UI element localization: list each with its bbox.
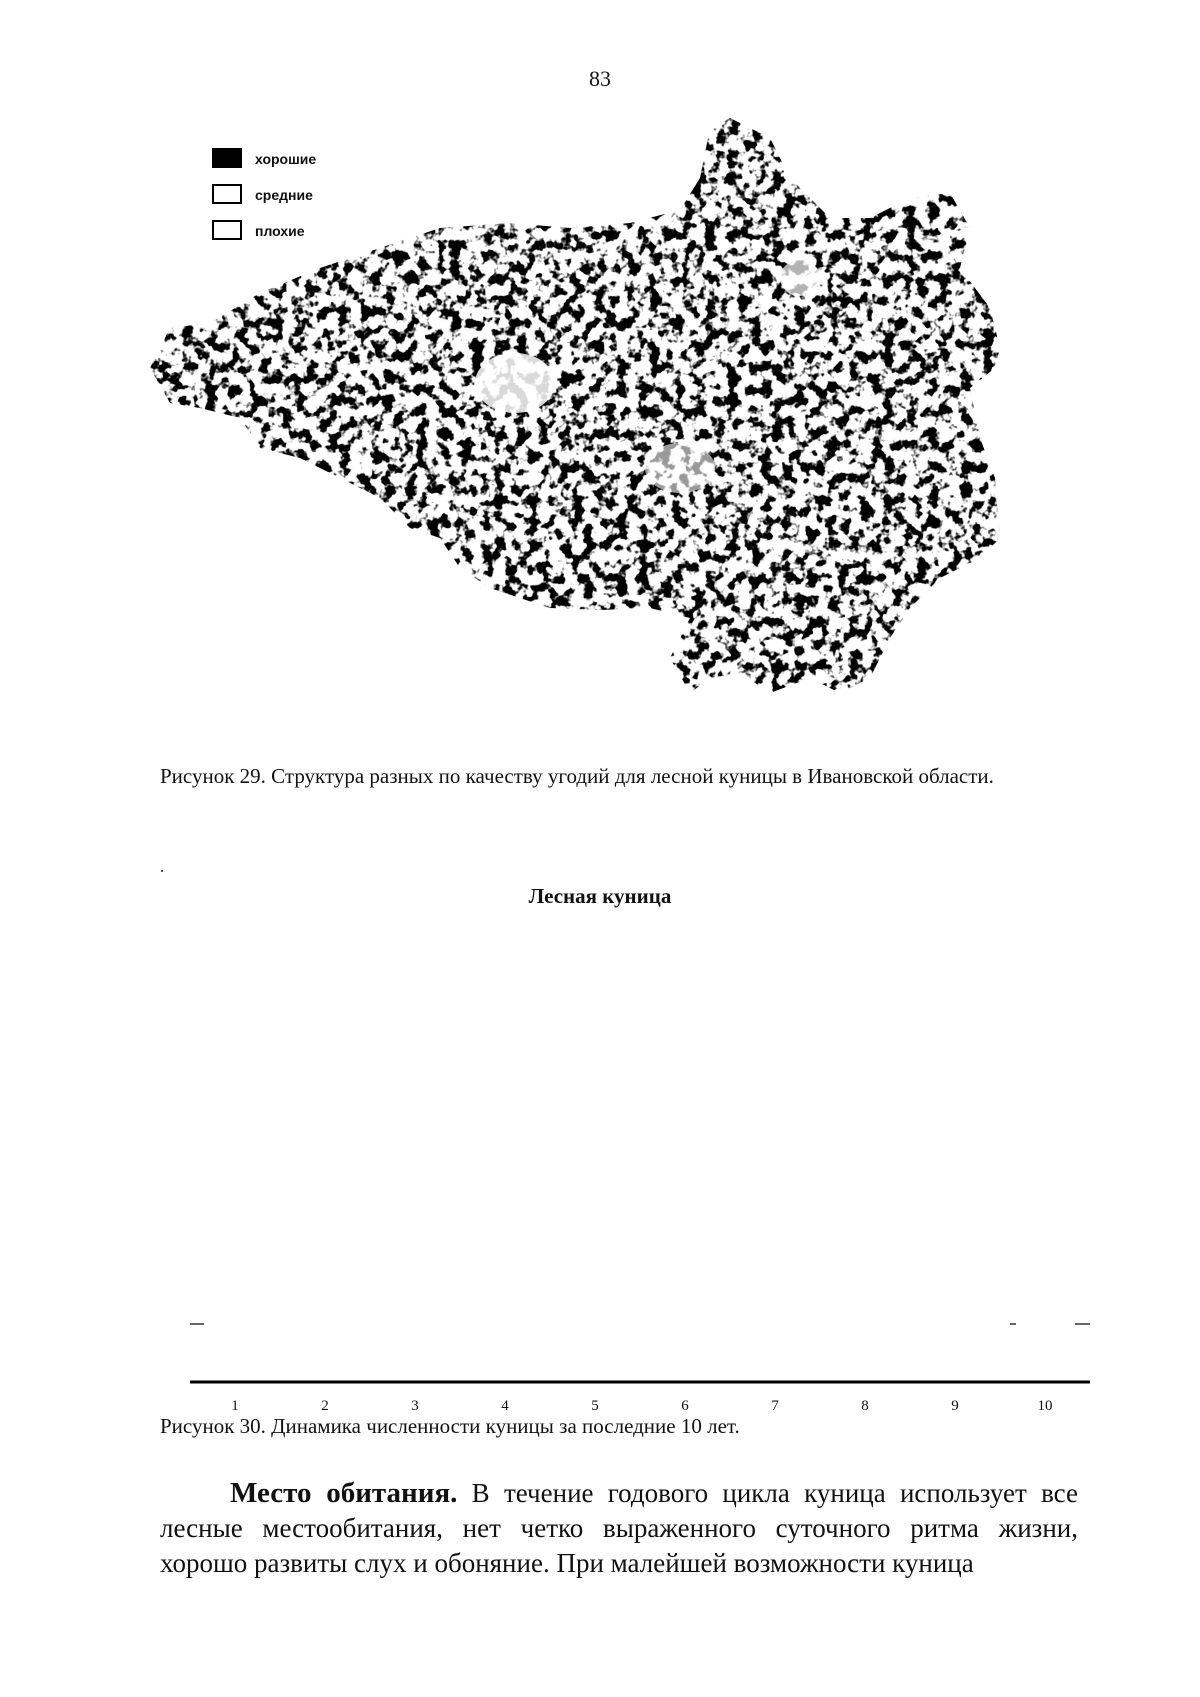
x-tick-label: 9 [951, 1398, 959, 1414]
legend-item-medium [212, 184, 372, 208]
habitat-quality-map [150, 118, 1100, 758]
x-tick-label: 4 [501, 1398, 509, 1414]
legend-swatch-poor [212, 220, 242, 240]
page-number: 83 [589, 66, 611, 91]
x-tick-label: 6 [681, 1398, 689, 1414]
legend-label-medium: средние [255, 187, 313, 203]
x-tick-label: 1 [231, 1398, 239, 1414]
figure-29-caption: Рисунок 29. Структура разных по качеству угодий для лесной куницы в Ивановской области. [160, 764, 994, 788]
legend-label-poor: плохие [255, 223, 305, 239]
x-tick-label: 5 [591, 1398, 599, 1414]
x-tick-label: 8 [861, 1398, 869, 1414]
body-paragraph [160, 1476, 1078, 1581]
x-tick-label: 10 [1037, 1398, 1053, 1414]
legend-item-poor [212, 220, 372, 244]
figure-30-caption: Рисунок 30. Динамика численности куницы за последние 10 лет. [160, 1414, 740, 1438]
legend-swatch-medium [212, 184, 242, 204]
paragraph-text: В течение годового цикла куница использует все лесные местообитания, нет четко выраженного суточного ритма жизни, хорошо развиты слух и обоняние. При малейшей возможности куница [160, 1478, 1078, 1578]
section-heading: Место обитания. [230, 1477, 458, 1509]
stray-dot [161, 870, 163, 872]
chart-title: Лесная куница [528, 884, 672, 908]
legend-swatch-good [212, 148, 242, 168]
x-tick-label: 3 [411, 1398, 419, 1414]
x-tick-label: 7 [771, 1398, 779, 1414]
x-tick-label: 2 [321, 1398, 329, 1414]
legend-label-good: хорошие [255, 151, 317, 167]
legend-item-good [212, 148, 372, 172]
